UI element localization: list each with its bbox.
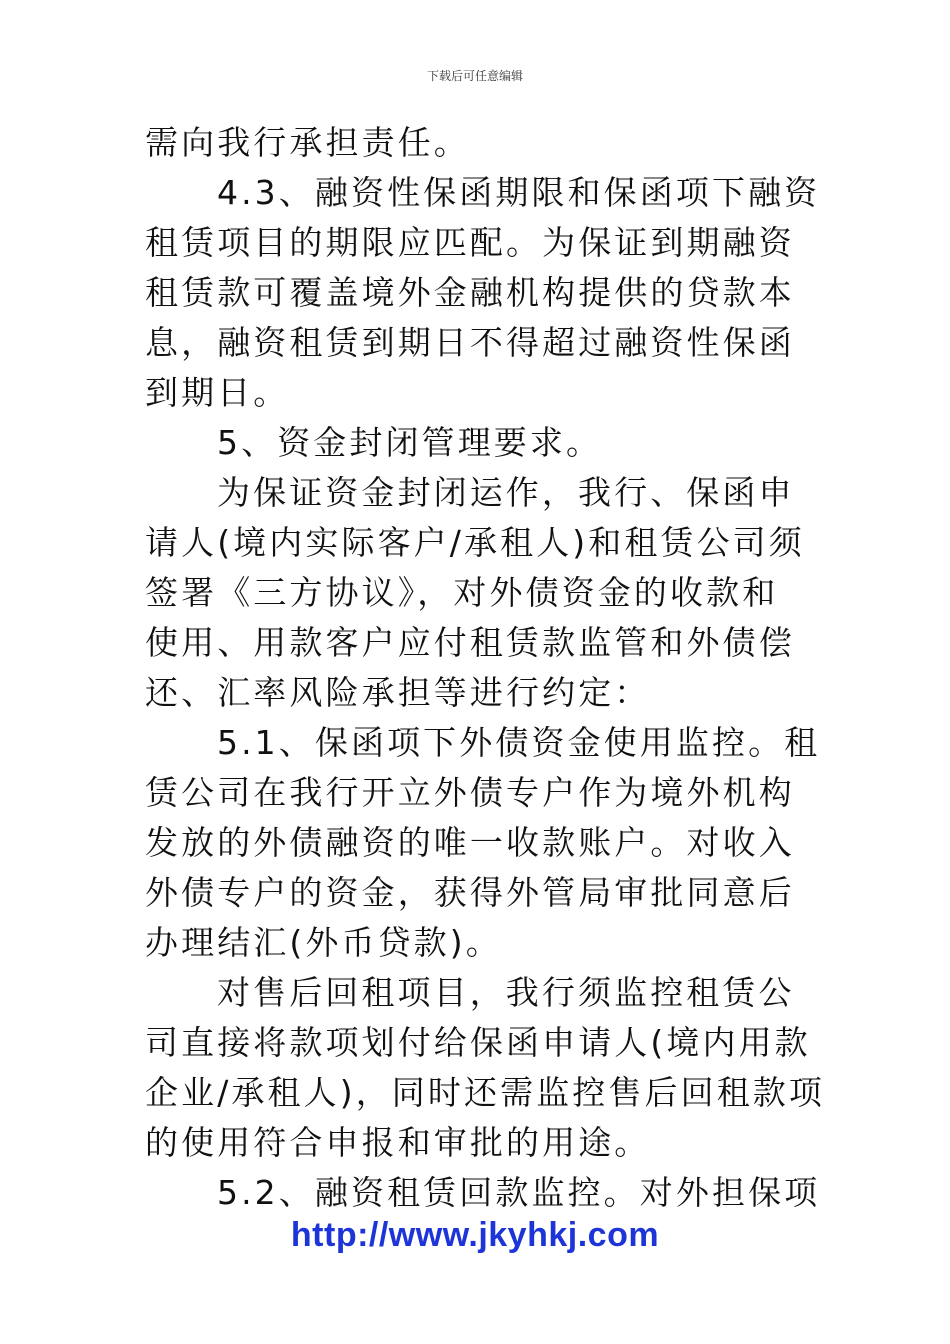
document-body — [145, 118, 825, 1218]
header-note: 下载后可任意编辑 — [426, 69, 523, 83]
text-line: 对售后回租项目，我行须监控租赁公 — [217, 973, 795, 1012]
text-line: 5、资金封闭管理要求。 — [217, 423, 603, 462]
text-line: 租赁项目的期限应匹配。为保证到期融资 — [145, 223, 795, 262]
website-link[interactable]: http://www.jkyhkj.com — [290, 1216, 660, 1254]
text-line: 司直接将款项划付给保函申请人(境内用款 — [145, 1023, 811, 1062]
text-line: 使用、用款客户应付租赁款监管和外债偿 — [145, 623, 795, 662]
text-line: 5.1、保函项下外债资金使用监控。租 — [217, 723, 821, 762]
text-line: 请人(境内实际客户/承租人)和租赁公司须 — [145, 523, 805, 562]
text-line: 发放的外债融资的唯一收款账户。对收入 — [145, 823, 795, 862]
text-line: 赁公司在我行开立外债专户作为境外机构 — [145, 773, 795, 812]
text-line: 5.2、融资租赁回款监控。对外担保项 — [217, 1173, 821, 1212]
text-line: 的使用符合申报和审批的用途。 — [145, 1123, 651, 1162]
text-line: 为保证资金封闭运作，我行、保函申 — [217, 473, 795, 512]
text-line: 息，融资租赁到期日不得超过融资性保函 — [145, 323, 795, 362]
text-line: 外债专户的资金，获得外管局审批同意后 — [145, 873, 795, 912]
text-line: 办理结汇(外币贷款)。 — [145, 923, 502, 962]
text-line: 4.3、融资性保函期限和保函项下融资 — [217, 173, 821, 212]
text-line: 租赁款可覆盖境外金融机构提供的贷款本 — [145, 273, 795, 312]
text-line: 还、汇率风险承担等进行约定： — [145, 673, 651, 712]
text-line: 签署《三方协议》，对外债资金的收款和 — [145, 573, 779, 612]
text-line: 到期日。 — [145, 373, 290, 412]
text-line: 企业/承租人)，同时还需监控售后回租款项 — [145, 1073, 825, 1112]
text-line: 需向我行承担责任。 — [145, 123, 470, 162]
